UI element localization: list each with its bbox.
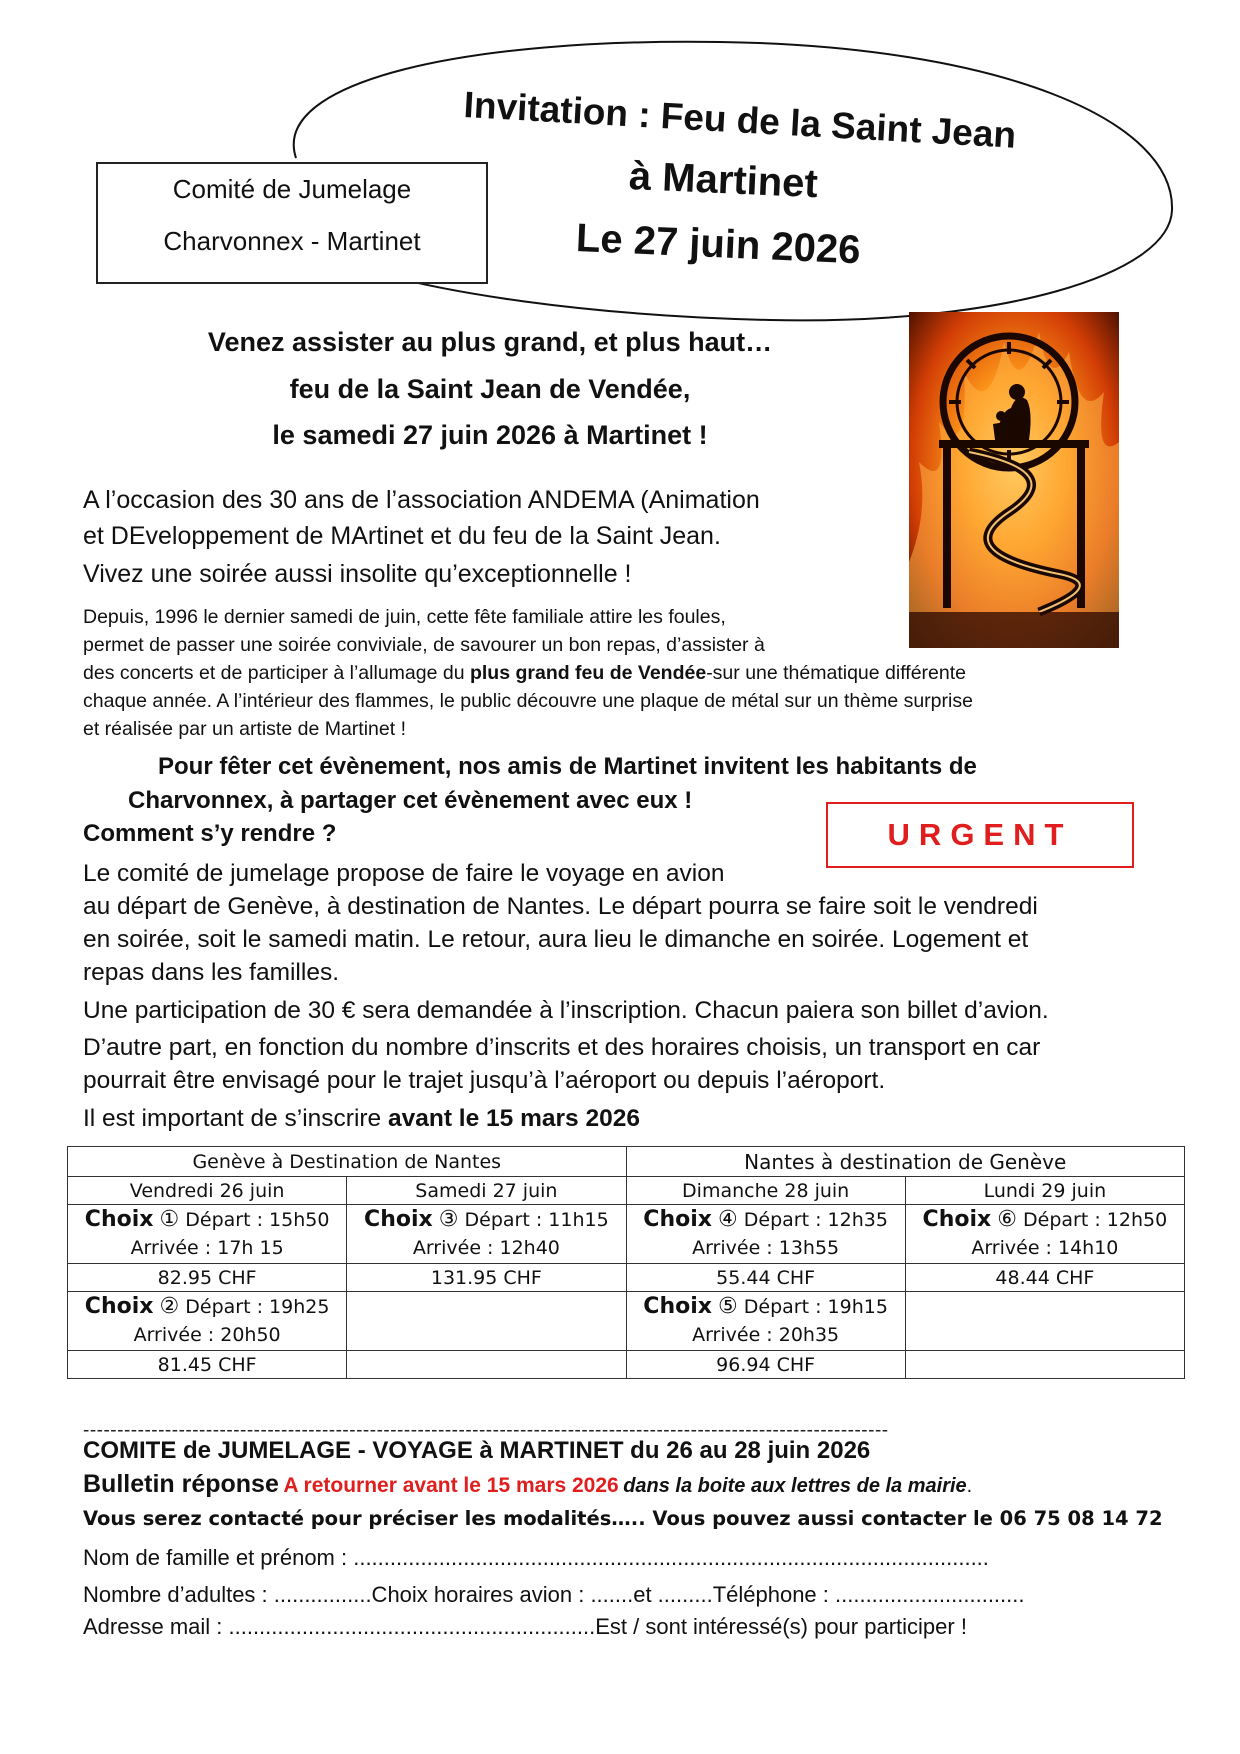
- day-header: Samedi 27 juin: [347, 1177, 626, 1205]
- arrival-time: Arrivée : 20h35: [692, 1324, 840, 1346]
- name-field[interactable]: Nom de famille et prénom : ........................................................................................................: [83, 1545, 989, 1570]
- reply-return-line: [83, 1470, 972, 1499]
- arrival-time: Arrivée : 13h55: [692, 1237, 840, 1259]
- history-line-3-a: des concerts et de participer à l’allumage du: [83, 662, 470, 684]
- title-line-1: Invitation : Feu de la Saint Jean: [462, 84, 1018, 156]
- departure-time: Départ : 19h15: [743, 1296, 888, 1318]
- history-line-2: permet de passer une soirée conviviale, de savourer un bon repas, d’assister à: [83, 634, 765, 656]
- arrival-time: Arrivée : 20h50: [133, 1324, 281, 1346]
- departure-time: Départ : 12h50: [1023, 1209, 1168, 1231]
- organizer-box: [96, 162, 488, 284]
- empty-cell: [905, 1292, 1184, 1351]
- andema-line-1: A l’occasion des 30 ans de l’association ANDEMA (Animation: [83, 486, 760, 514]
- choice-label: Choix: [84, 1207, 154, 1232]
- how-line-1: Le comité de jumelage propose de faire le voyage en avion: [83, 860, 725, 887]
- choice-label: Choix: [643, 1294, 712, 1319]
- return-period: .: [966, 1475, 973, 1497]
- choice-label: Choix: [643, 1207, 712, 1232]
- how-line-6: D’autre part, en fonction du nombre d’inscrits et des horaires choisis, un transport en car: [83, 1034, 1041, 1061]
- flight-option-3: [347, 1205, 626, 1264]
- history-line-3-b: plus grand feu de Vendée: [469, 662, 707, 684]
- arrival-time: Arrivée : 14h10: [971, 1237, 1119, 1259]
- history-line-3-c: -sur une thématique différente: [706, 662, 966, 684]
- arrival-time: Arrivée : 12h40: [412, 1237, 560, 1259]
- history-line-4: chaque année. A l’intérieur des flammes, le public découvre une plaque de métal sur un thème surprise: [83, 690, 973, 712]
- how-line-8-a: Il est important de s’inscrire: [83, 1105, 388, 1132]
- deadline: avant le 15 mars 2026: [388, 1105, 640, 1132]
- organizer-line-2: Charvonnex - Martinet: [163, 226, 421, 256]
- choice-number: ③: [438, 1207, 459, 1232]
- return-location: dans la boite aux lettres de la mairie: [623, 1475, 967, 1497]
- outbound-header: Genève à Destination de Nantes: [68, 1147, 627, 1177]
- return-deadline: A retourner avant le 15 mars 2026: [283, 1474, 619, 1497]
- title-line-2: à Martinet: [628, 154, 819, 207]
- andema-line-3: Vivez une soirée aussi insolite qu’exceptionnelle !: [83, 560, 632, 588]
- choice-number: ⑤: [718, 1294, 738, 1319]
- history-line-1: Depuis, 1996 le dernier samedi de juin, cette fête familiale attire les foules,: [83, 606, 726, 628]
- andema-line-2: et DEveloppement de MArtinet et du feu de la Saint Jean.: [83, 522, 721, 550]
- price: 55.44 CHF: [626, 1264, 905, 1292]
- empty-cell: [347, 1351, 626, 1379]
- departure-time: Départ : 11h15: [464, 1209, 609, 1231]
- history-line-3: [83, 662, 966, 685]
- celebrate-line-1: Pour fêter cet évènement, nos amis de Martinet invitent les habitants de: [158, 753, 977, 780]
- price: 82.95 CHF: [68, 1264, 347, 1292]
- how-line-4: repas dans les familles.: [83, 959, 340, 986]
- return-header: Nantes à destination de Genève: [626, 1147, 1185, 1177]
- how-line-5: Une participation de 30 € sera demandée à l’inscription. Chacun paiera son billet d’avion.: [83, 997, 1049, 1024]
- history-line-5: et réalisée par un artiste de Martinet !: [83, 718, 406, 740]
- empty-cell: [347, 1292, 626, 1351]
- day-header: Lundi 29 juin: [905, 1177, 1184, 1205]
- bonfire-clock-image: [909, 312, 1119, 648]
- day-header: Vendredi 26 juin: [68, 1177, 347, 1205]
- email-field[interactable]: Adresse mail : ............................................................Est / sont intéressé(s) pour participer !: [83, 1614, 967, 1639]
- departure-time: Départ : 19h25: [185, 1296, 330, 1318]
- flight-schedule-table: [67, 1146, 1185, 1379]
- bulletin-label: Bulletin réponse: [83, 1470, 279, 1498]
- price: 81.45 CHF: [68, 1351, 347, 1379]
- departure-time: Départ : 12h35: [743, 1209, 888, 1231]
- intro-line-1: Venez assister au plus grand, et plus haut…: [207, 327, 773, 357]
- departure-time: Départ : 15h50: [185, 1209, 330, 1231]
- cut-line: ----------------------------------------------------------------------------------------------------------------------: [83, 1420, 889, 1441]
- how-line-3: en soirée, soit le samedi matin. Le retour, aura lieu le dimanche en soirée. Logement et: [83, 926, 1029, 953]
- flight-option-1: [68, 1205, 347, 1264]
- flight-option-5: [626, 1292, 905, 1351]
- flight-option-4: [626, 1205, 905, 1264]
- arrival-time: Arrivée : 17h 15: [130, 1237, 284, 1259]
- how-line-7: pourrait être envisagé pour le trajet jusqu’à l’aéroport ou depuis l’aéroport.: [83, 1067, 886, 1094]
- organizer-line-1: Comité de Jumelage: [172, 174, 412, 204]
- price: 131.95 CHF: [347, 1264, 626, 1292]
- choice-number: ①: [159, 1207, 180, 1232]
- title-line-3: Le 27 juin 2026: [575, 216, 862, 273]
- how-line-2: au départ de Genève, à destination de Nantes. Le départ pourra se faire soit le vendredi: [83, 893, 1038, 920]
- intro-line-2: feu de la Saint Jean de Vendée,: [289, 374, 691, 404]
- choice-number: ④: [718, 1207, 738, 1232]
- reply-heading: COMITE de JUMELAGE - VOYAGE à MARTINET du 26 au 28 juin 2026: [83, 1437, 871, 1464]
- flight-option-2: [68, 1292, 347, 1351]
- how-heading: Comment s’y rendre ?: [83, 820, 337, 847]
- urgent-badge: [826, 802, 1134, 868]
- contact-line: Vous serez contacté pour préciser les modalités….. Vous pouvez aussi contacter le 06 75 08 14 72: [83, 1507, 1163, 1530]
- urgent-label: URGENT: [887, 817, 1073, 852]
- flight-option-6: [905, 1205, 1184, 1264]
- price: 96.94 CHF: [626, 1351, 905, 1379]
- choice-label: Choix: [84, 1294, 154, 1319]
- intro-line-3: le samedi 27 juin 2026 à Martinet !: [272, 420, 708, 450]
- adults-field[interactable]: Nombre d’adultes : ................Choix horaires avion : .......et .........Téléphone : ...............................: [83, 1582, 1025, 1607]
- choice-label: Choix: [364, 1207, 433, 1232]
- choice-number: ⑥: [997, 1207, 1017, 1232]
- price: 48.44 CHF: [905, 1264, 1184, 1292]
- how-line-8: [83, 1105, 640, 1133]
- empty-cell: [905, 1351, 1184, 1379]
- celebrate-line-2: Charvonnex, à partager cet évènement avec eux !: [128, 787, 693, 814]
- day-header: Dimanche 28 juin: [626, 1177, 905, 1205]
- choice-number: ②: [159, 1294, 180, 1319]
- choice-label: Choix: [922, 1207, 992, 1232]
